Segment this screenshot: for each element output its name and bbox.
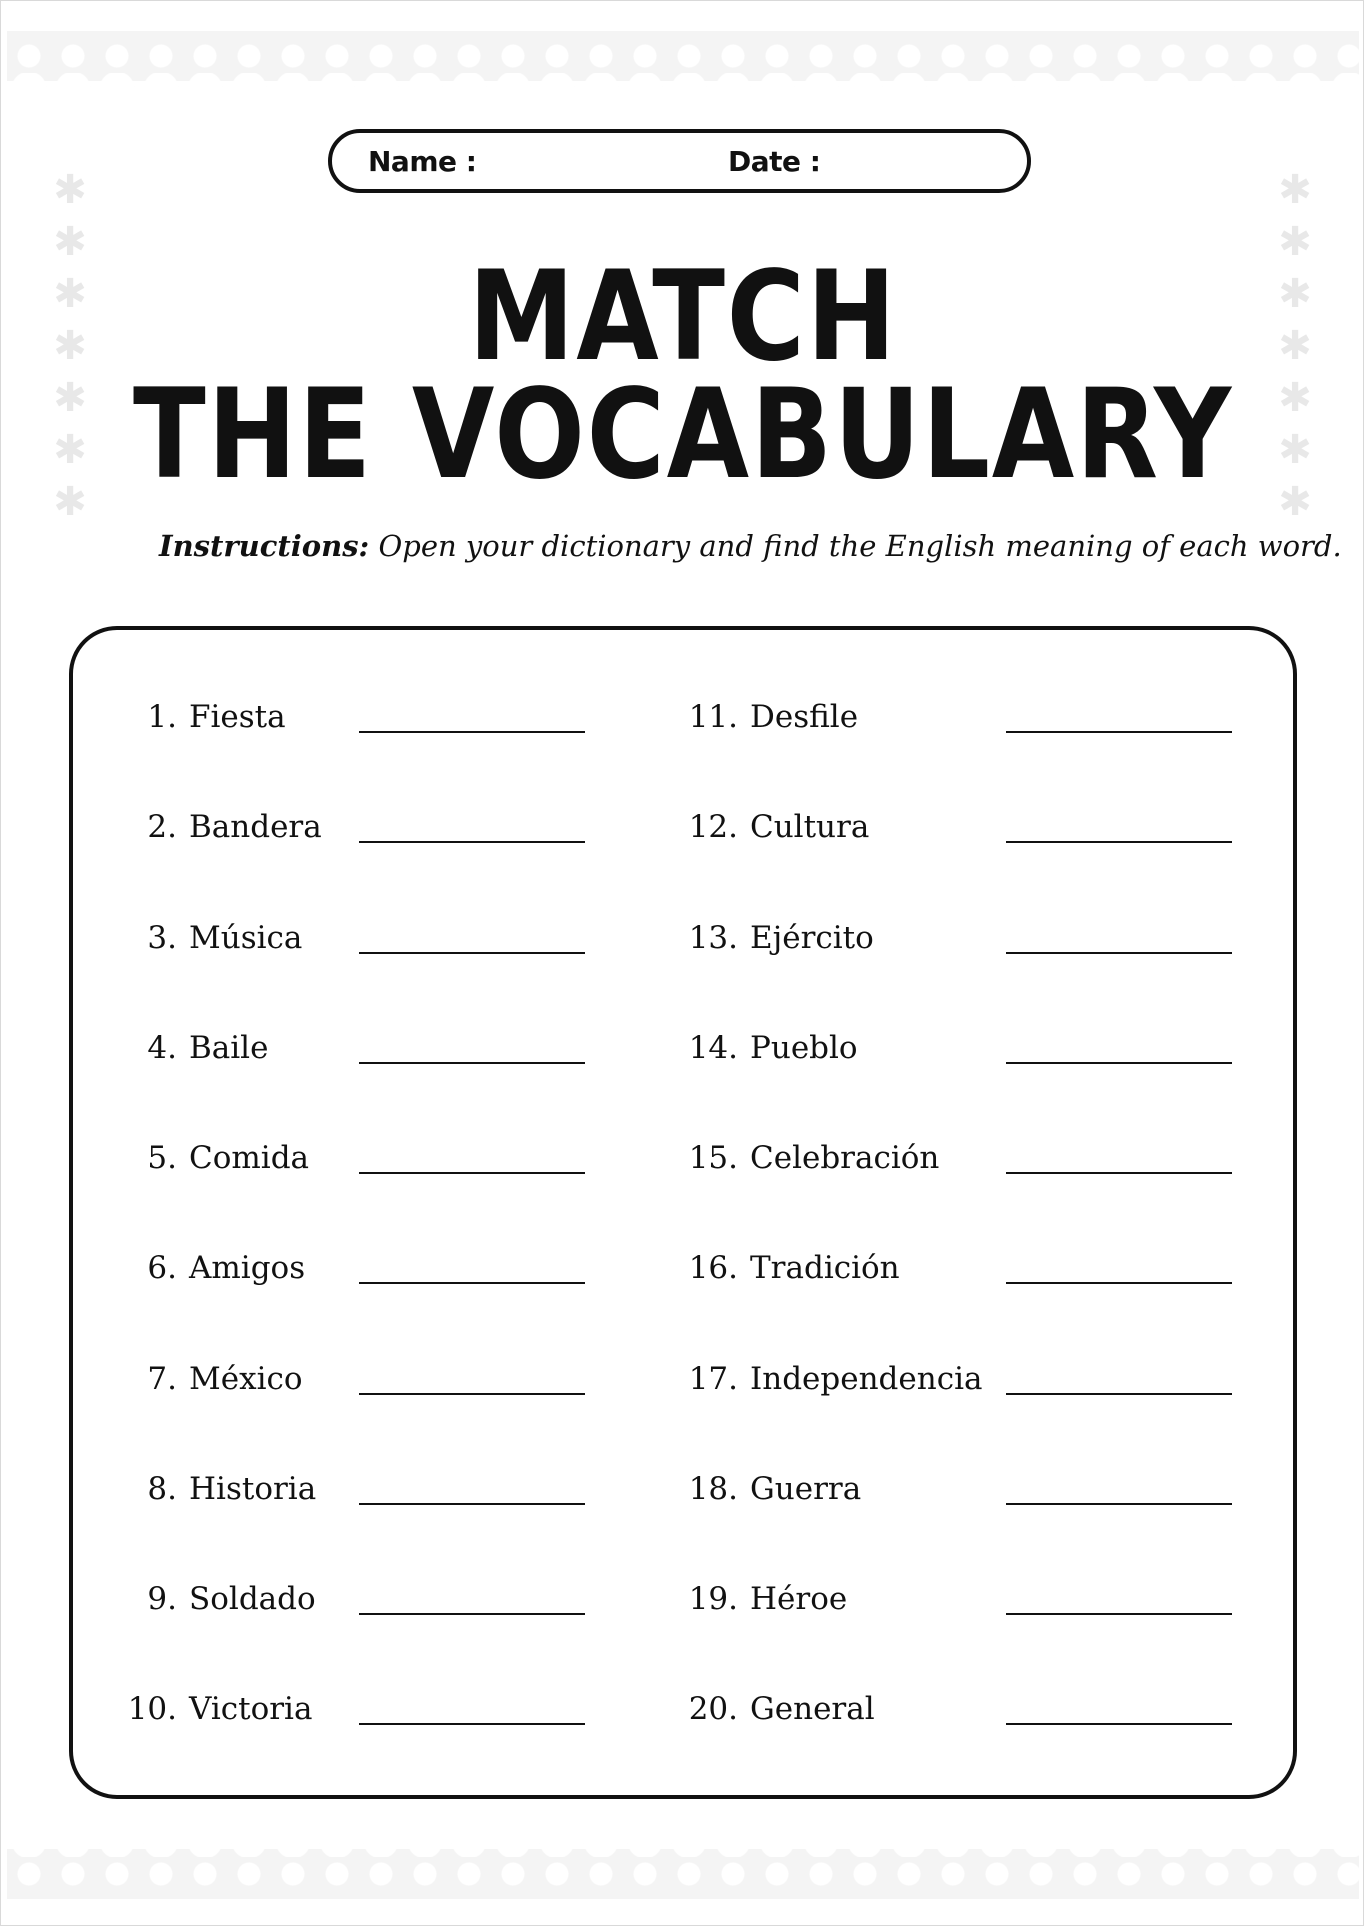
vocab-item (117, 1353, 597, 1403)
spanish-word: Guerra (750, 1471, 862, 1507)
item-number: 5. (147, 1140, 177, 1176)
answer-blank[interactable] (1006, 1503, 1232, 1505)
answer-blank[interactable] (359, 1062, 585, 1064)
vocab-item (678, 1683, 1238, 1733)
name-label: Name : (368, 145, 477, 178)
spanish-word: Tradición (750, 1250, 900, 1286)
vocab-item (678, 801, 1238, 851)
item-number: 12. (688, 809, 738, 845)
vocab-item (678, 1132, 1238, 1182)
scalloped-border-top (7, 31, 1359, 81)
vocab-item (117, 1683, 597, 1733)
instructions (159, 529, 1342, 563)
vocab-item (117, 912, 597, 962)
page-title-line2: THE VOCABULARY (132, 363, 1234, 507)
item-number: 4. (147, 1030, 177, 1066)
vocab-item (678, 1353, 1238, 1403)
item-number: 6. (147, 1250, 177, 1286)
vocab-item (678, 1463, 1238, 1513)
answer-blank[interactable] (1006, 1282, 1232, 1284)
side-decoration-right (1275, 167, 1315, 525)
item-number: 13. (688, 920, 738, 956)
side-decoration-left (50, 167, 90, 525)
answer-blank[interactable] (1006, 731, 1232, 733)
answer-blank[interactable] (1006, 1172, 1232, 1174)
spanish-word: Baile (189, 1030, 269, 1066)
answer-blank[interactable] (1006, 1613, 1232, 1615)
spanish-word: General (750, 1691, 875, 1727)
asterisk-icon: ✱ (53, 375, 87, 421)
item-number: 10. (127, 1691, 177, 1727)
scalloped-border-bottom (7, 1849, 1359, 1899)
asterisk-icon: ✱ (1278, 271, 1312, 317)
asterisk-icon: ✱ (53, 427, 87, 473)
item-number: 20. (688, 1691, 738, 1727)
name-date-box (328, 129, 1031, 193)
vocab-item (117, 691, 597, 741)
asterisk-icon: ✱ (1278, 375, 1312, 421)
item-number: 7. (147, 1361, 177, 1397)
vocab-item (678, 1573, 1238, 1623)
asterisk-icon: ✱ (53, 219, 87, 265)
vocab-item (678, 1242, 1238, 1292)
vocab-item (678, 912, 1238, 962)
spanish-word: Bandera (189, 809, 322, 845)
item-number: 19. (688, 1581, 738, 1617)
vocab-item (117, 1463, 597, 1513)
spanish-word: Comida (189, 1140, 310, 1176)
item-number: 2. (147, 809, 177, 845)
asterisk-icon: ✱ (1278, 219, 1312, 265)
vocab-item (678, 691, 1238, 741)
asterisk-icon: ✱ (53, 479, 87, 525)
spanish-word: Soldado (189, 1581, 316, 1617)
spanish-word: Cultura (750, 809, 870, 845)
spanish-word: Historia (189, 1471, 317, 1507)
spanish-word: Ejército (750, 920, 874, 956)
vocab-item (117, 1022, 597, 1072)
item-number: 1. (147, 699, 177, 735)
item-number: 14. (688, 1030, 738, 1066)
spanish-word: Desfile (750, 699, 859, 735)
item-number: 3. (147, 920, 177, 956)
spanish-word: Celebración (750, 1140, 940, 1176)
item-number: 15. (688, 1140, 738, 1176)
page-title-line1: MATCH (468, 245, 898, 389)
asterisk-icon: ✱ (53, 167, 87, 213)
date-label: Date : (728, 145, 821, 178)
answer-blank[interactable] (359, 1282, 585, 1284)
spanish-word: Victoria (189, 1691, 313, 1727)
answer-blank[interactable] (359, 952, 585, 954)
answer-blank[interactable] (1006, 1393, 1232, 1395)
vocab-item (117, 1573, 597, 1623)
answer-blank[interactable] (1006, 1723, 1232, 1725)
asterisk-icon: ✱ (1278, 479, 1312, 525)
answer-blank[interactable] (359, 841, 585, 843)
spanish-word: México (189, 1361, 303, 1397)
vocab-item (678, 1022, 1238, 1072)
spanish-word: Amigos (189, 1250, 306, 1286)
answer-blank[interactable] (359, 1393, 585, 1395)
asterisk-icon: ✱ (1278, 427, 1312, 473)
vocab-item (117, 1242, 597, 1292)
item-number: 9. (147, 1581, 177, 1617)
asterisk-icon: ✱ (53, 323, 87, 369)
answer-blank[interactable] (359, 1503, 585, 1505)
item-number: 17. (688, 1361, 738, 1397)
item-number: 8. (147, 1471, 177, 1507)
instructions-text: Open your dictionary and find the English meaning of each word. (378, 529, 1342, 563)
spanish-word: Música (189, 920, 303, 956)
item-number: 11. (688, 699, 738, 735)
answer-blank[interactable] (359, 731, 585, 733)
answer-blank[interactable] (359, 1172, 585, 1174)
instructions-label: Instructions: (159, 529, 370, 563)
vocab-item (117, 1132, 597, 1182)
asterisk-icon: ✱ (1278, 167, 1312, 213)
answer-blank[interactable] (1006, 952, 1232, 954)
item-number: 16. (688, 1250, 738, 1286)
answer-blank[interactable] (359, 1613, 585, 1615)
asterisk-icon: ✱ (53, 271, 87, 317)
answer-blank[interactable] (359, 1723, 585, 1725)
asterisk-icon: ✱ (1278, 323, 1312, 369)
spanish-word: Héroe (750, 1581, 848, 1617)
answer-blank[interactable] (1006, 1062, 1232, 1064)
item-number: 18. (688, 1471, 738, 1507)
spanish-word: Pueblo (750, 1030, 858, 1066)
answer-blank[interactable] (1006, 841, 1232, 843)
spanish-word: Independencia (750, 1361, 983, 1397)
spanish-word: Fiesta (189, 699, 286, 735)
vocab-item (117, 801, 597, 851)
